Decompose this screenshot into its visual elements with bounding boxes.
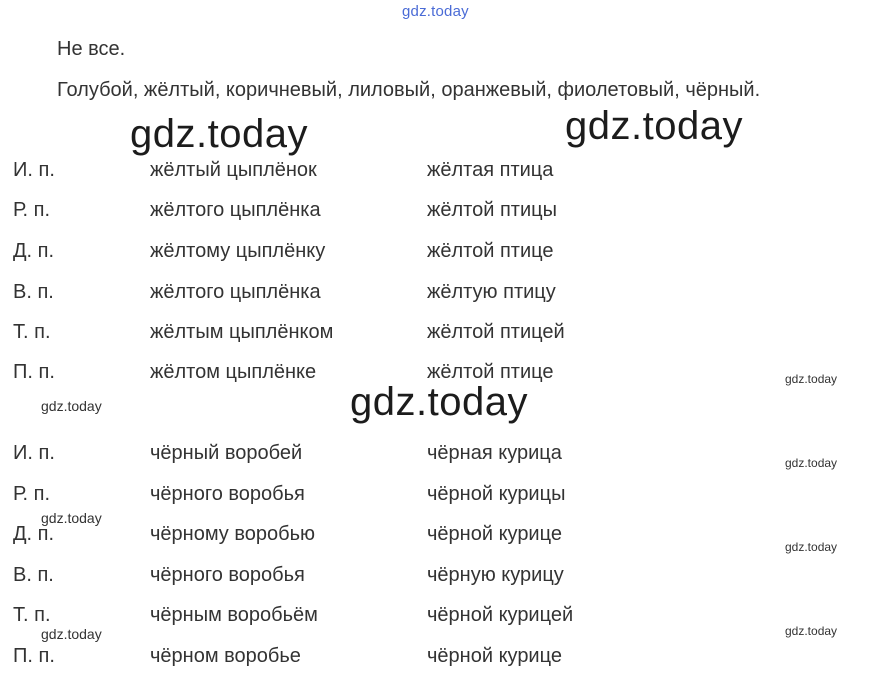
fem-form: жёлтой птицы <box>427 199 557 221</box>
fem-form: жёлтой птицей <box>427 321 565 343</box>
masc-form: чёрному воробью <box>150 523 316 545</box>
case-label: П. п. <box>13 645 55 667</box>
fem-form: чёрной курице <box>427 645 562 667</box>
masc-form: жёлтому цыплёнку <box>150 240 326 262</box>
masc-form: жёлтом цыплёнке <box>150 361 317 383</box>
fem-form: чёрную курицу <box>427 564 564 586</box>
fem-form: чёрной курицы <box>427 483 566 505</box>
table2-row <box>0 564 888 592</box>
table2-row <box>0 442 888 470</box>
masc-form: чёрным воробьём <box>150 604 318 626</box>
answer-line-1: Не все. <box>57 38 126 60</box>
answer-line-2: Голубой, жёлтый, коричневый, лиловый, оранжевый, фиолетовый, чёрный. <box>57 79 761 101</box>
masc-form: жёлтого цыплёнка <box>150 281 321 303</box>
table1-row <box>0 240 888 268</box>
case-label: И. п. <box>13 442 55 464</box>
case-label: В. п. <box>13 564 54 586</box>
watermark-big-right: gdz.today <box>565 104 743 148</box>
case-label: П. п. <box>13 361 55 383</box>
watermark-tiny-right-1: gdz.today <box>785 372 838 386</box>
table1-row <box>0 159 888 187</box>
table2-row <box>0 523 888 551</box>
fem-form: жёлтая птица <box>427 159 554 181</box>
case-label: Р. п. <box>13 483 51 505</box>
masc-form: жёлтый цыплёнок <box>150 159 317 181</box>
case-label: Т. п. <box>13 321 51 343</box>
watermark-big-left: gdz.today <box>130 112 308 156</box>
masc-form: чёрный воробей <box>150 442 303 464</box>
watermark-top: gdz.today <box>402 3 469 20</box>
masc-form: чёрном воробье <box>150 645 301 667</box>
case-label: В. п. <box>13 281 54 303</box>
table2-row <box>0 645 888 673</box>
case-label: Р. п. <box>13 199 51 221</box>
fem-form: жёлтую птицу <box>427 281 556 303</box>
table2-row <box>0 483 888 511</box>
table1-row <box>0 199 888 227</box>
watermark-tiny-right-2: gdz.today <box>785 456 838 470</box>
fem-form: чёрной курице <box>427 523 562 545</box>
case-label: Т. п. <box>13 604 51 626</box>
watermark-tiny-right-3: gdz.today <box>785 540 838 554</box>
fem-form: чёрной курицей <box>427 604 574 626</box>
case-label: Д. п. <box>13 523 55 545</box>
table1-row <box>0 321 888 349</box>
watermark-small-left-1: gdz.today <box>41 398 102 414</box>
watermark-tiny-right-4: gdz.today <box>785 624 838 638</box>
masc-form: чёрного воробья <box>150 483 305 505</box>
watermark-big-middle: gdz.today <box>350 380 528 424</box>
fem-form: жёлтой птице <box>427 240 554 262</box>
fem-form: жёлтой птице <box>427 361 554 383</box>
watermark-small-left-2: gdz.today <box>41 510 102 526</box>
case-label: Д. п. <box>13 240 55 262</box>
masc-form: жёлтым цыплёнком <box>150 321 334 343</box>
masc-form: жёлтого цыплёнка <box>150 199 321 221</box>
case-label: И. п. <box>13 159 55 181</box>
masc-form: чёрного воробья <box>150 564 305 586</box>
table2-row <box>0 604 888 632</box>
watermark-small-left-3: gdz.today <box>41 626 102 642</box>
table1-row <box>0 281 888 309</box>
fem-form: чёрная курица <box>427 442 562 464</box>
